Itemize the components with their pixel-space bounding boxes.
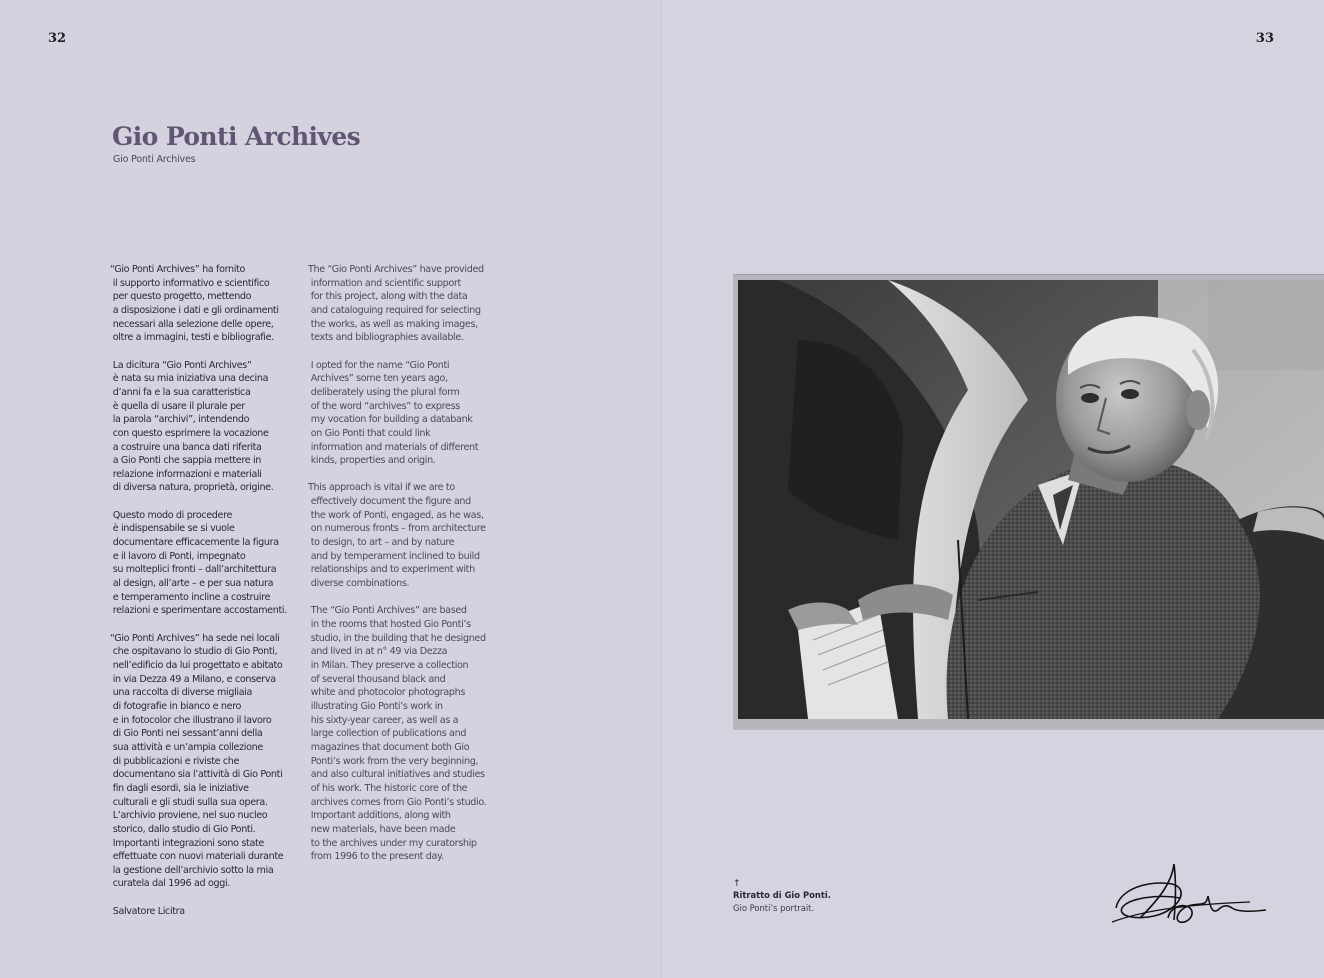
english-paragraph-2: I opted for the name “Gio Ponti Archives” some ten years ago, deliberately using the plural form of the word “archives” to express my vocation for building a databank on Gio Ponti that could link information and materials of different kinds, properties and origin.: [310, 359, 479, 467]
italian-text-column: [110, 263, 306, 932]
english-paragraph-1: The “Gio Ponti Archives” have provided information and scientific support for this project, along with the data and cataloguing required for selecting the works, as well as making images, texts and bibliographies available.: [308, 264, 484, 344]
caption-english: Gio Ponti’s portrait.: [733, 903, 815, 913]
portrait-photo-frame: [733, 274, 1324, 730]
english-paragraph-3: This approach is vital if we are to effectively document the figure and the work of Ponti, engaged, as he was, on numerous fronts – from architecture to design, to art – and by nature and by temperament inclined to build relationships and to experiment with diverse combinations.: [308, 482, 486, 590]
english-paragraph-4: The “Gio Ponti Archives” are based in the rooms that hosted Gio Ponti’s studio, in the building that he designed and lived in at n° 49 via Dezza in Milan. They preserve a collection of several thousand black and white and photocolor photographs illustrating Gio Ponti’s work in his sixty-year career, as well as a large collection of publications and magazines that document both Gio Ponti’s work from the very beginning, and also cultural initiatives and studies of his work. The historic core of the archives comes from Gio Ponti’s studio. Important additions, along with new materials, have been made to the archives under my curatorship from 1996 to the present day.: [310, 605, 487, 863]
portrait-illustration: [738, 280, 1324, 719]
handwritten-signature: [1110, 858, 1270, 928]
page-number-right: 33: [1255, 31, 1274, 46]
page-title: Gio Ponti Archives: [112, 122, 361, 151]
italian-paragraph-1: “Gio Ponti Archives” ha fornito il supporto informativo e scientifico per questo progetto, mettendo a disposizione i dati e gli ordinamenti necessari alla selezione delle opere, oltre a immagini, testi e bibliografie.: [110, 264, 279, 344]
photo-caption: [733, 879, 831, 915]
arrow-up-icon: ↑: [733, 879, 741, 889]
italian-paragraph-3: Questo modo di procedere è indispensabile se si vuole documentare efficacemente la figura e il lavoro di Ponti, impegnato su molteplici fronti – dall’architettura al design, all’arte – e per sua natura e temperamento incline a costruire relazioni e sperimentare accostamenti.: [112, 509, 287, 617]
portrait-photo: [738, 280, 1324, 719]
page-number-left: 32: [48, 31, 67, 46]
italian-paragraph-4: “Gio Ponti Archives” ha sede nei locali che ospitavano lo studio di Gio Ponti, nell’edificio da lui progettato e abitato in via Dezza 49 a Milano, e conserva una raccolta di diverse migliaia di fotografie in bianco e nero e in fotocolor che illustrano il lavoro di Gio Ponti nei sessant’anni della sua attività e un’ampia collezione di pubblicazioni e riviste che documentano sia l’attività di Gio Ponti fin dagli esordi, sia le iniziative culturali e gli studi sulla sua opera. L’archivio proviene, nel suo nucleo storico, dallo studio di Gio Ponti. Importanti integrazioni sono state effettuate con nuovi materiali durante la gestione dell’archivio sotto la mia curatela dal 1996 ad oggi.: [110, 632, 284, 890]
page-subtitle: Gio Ponti Archives: [113, 154, 196, 165]
author-signature-text: Salvatore Licitra: [110, 905, 185, 917]
caption-italian: Ritratto di Gio Ponti.: [733, 890, 831, 900]
english-text-column: [308, 263, 498, 877]
italian-paragraph-2: La dicitura “Gio Ponti Archives” è nata su mia iniziativa una decina d’anni fa e la sua caratteristica è quella di usare il plurale per la parola “archivi”, intendendo con questo esprimere la vocazione a costruire una banca dati riferita a Gio Ponti che sappia mettere in relazione informazioni e materiali di diversa natura, proprietà, origine.: [112, 359, 274, 494]
